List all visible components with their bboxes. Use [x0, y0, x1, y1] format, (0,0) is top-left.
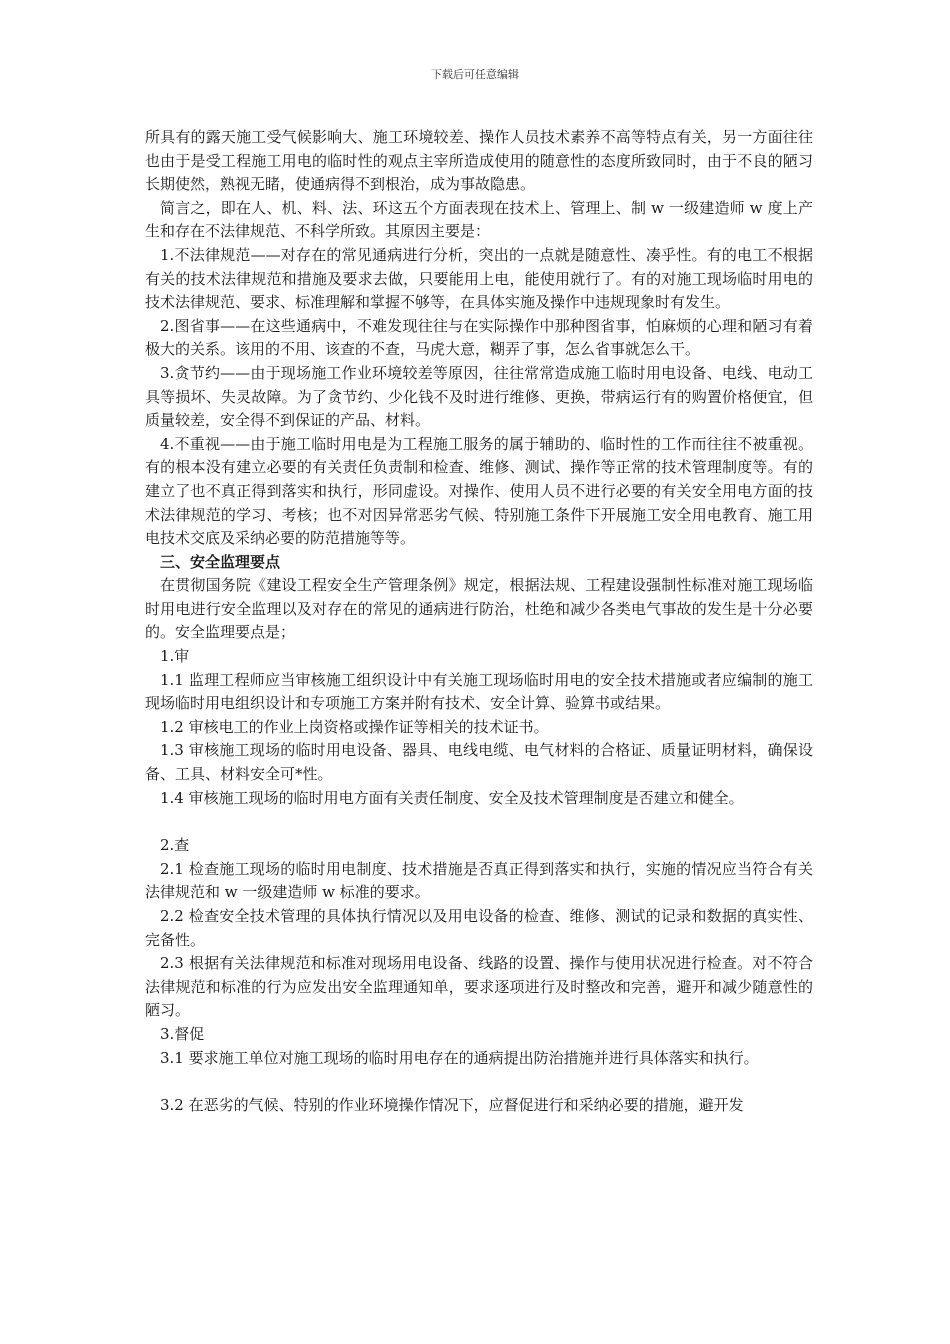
paragraph: 所具有的露天施工受气候影响大、施工环境较差、操作人员技术素养不高等特点有关，另一方面往往也由于是受工程施工用电的临时性的观点主宰所造成使用的随意性的态度所致同时，由于不良的陋习长期使然，熟视无睹，使通病得不到根治，成为事故隐患。: [145, 128, 813, 194]
paragraph: 在贯彻国务院《建设工程安全生产管理条例》规定，根据法规、工程建设强制性标准对施工现场临时用电进行安全监理以及对存在的常见的通病进行防治，杜绝和减少各类电气事故的发生是十分必要的。安全监理要点是；: [145, 576, 813, 642]
list-item: 3.1 要求施工单位对施工现场的临时用电存在的通病提出防治措施并进行具体落实和执行。: [160, 1048, 759, 1067]
list-item: 2.2 检查安全技术管理的具体执行情况以及用电设备的检查、维修、测试的记录和数据的真实性、完备性。: [145, 907, 813, 949]
paragraph: 3.贪节约——由于现场施工作业环境较差等原因，往往常常造成施工临时用电设备、电线、电动工具等损坏、失灵故障。为了贪节约、少化钱不及时进行维修、更换，带病运行有的购置价格便宜，但质量较差，安全得不到保证的产品、材料。: [145, 363, 813, 430]
paragraph: 简言之，即在人、机、料、法、环这五个方面表现在技术上、管理上、制 w 一级建造师 w 度上产生和存在不法律规范、不科学所致。其原因主要是：: [145, 198, 813, 241]
page-header-note: 下载后可任意编辑: [431, 68, 519, 81]
list-item: 1.3 审核施工现场的临时用电设备、器具、电线电缆、电气材料的合格证、质量证明材料，确保设备、工具、材料安全可*性。: [145, 741, 813, 784]
blank-line: [145, 1070, 813, 1094]
list-item: 3.2 在恶劣的气候、特别的作业环境操作情况下，应督促进行和采纳必要的措施，避开发: [160, 1096, 744, 1115]
list-item: 2.1 检查施工现场的临时用电制度、技术措施是否真正得到落实和执行，实施的情况应当符合有关法律规范和 w 一级建造师 w 标准的要求。: [145, 859, 813, 902]
list-heading: 3.督促: [160, 1024, 205, 1043]
list-heading: 2.查: [160, 836, 190, 855]
list-item: 2.3 根据有关法律规范和标准对现场用电设备、线路的设置、操作与使用状况进行检查。对不符合法律规范和标准的行为应发出安全监理通知单，要求逐项进行及时整改和完善，避开和减少随意性的陋习。: [145, 954, 813, 1020]
document-body: [145, 126, 813, 1118]
list-item: 1.4 审核施工现场的临时用电方面有关责任制度、安全及技术管理制度是否建立和健全。: [160, 788, 744, 807]
paragraph: 4.不重视——由于施工临时用电是为工程施工服务的属于辅助的、临时性的工作而往往不被重视。有的根本没有建立必要的有关责任负责制和检查、维修、测试、操作等正常的技术管理制度等。有的建立了也不真正得到落实和执行，形同虚设。对操作、使用人员不进行必要的有关安全用电方面的技术法律规范的学习、考核；也不对因异常恶劣气候、特别施工条件下开展施工安全用电教育、施工用电技术交底及采纳必要的防范措施等等。: [145, 434, 813, 548]
section-heading: 三、安全监理要点: [160, 552, 281, 571]
list-heading: 1.审: [160, 647, 190, 666]
blank-line: [145, 810, 813, 834]
paragraph: 1.不法律规范——对存在的常见通病进行分析，突出的一点就是随意性、凑乎性。有的电工不根据有关的技术法律规范和措施及要求去做，只要能用上电，能使用就行了。有的对施工现场临时用电的技术法律规范、要求、标准理解和掌握不够等，在具体实施及操作中违规现象时有发生。: [145, 245, 813, 312]
list-item: 1.1 监理工程师应当审核施工组织设计中有关施工现场临时用电的安全技术措施或者应编制的施工现场临时用电组织设计和专项施工方案并附有技术、安全计算、验算书或结果。: [145, 670, 813, 713]
list-item: 1.2 审核电工的作业上岗资格或操作证等相关的技术证书。: [160, 717, 549, 736]
paragraph: 2.图省事——在这些通病中，不难发现往往与在实际操作中那种图省事，怕麻烦的心理和陋习有着极大的关系。该用的不用、该查的不查，马虎大意，糊弄了事，怎么省事就怎么干。: [145, 316, 813, 359]
